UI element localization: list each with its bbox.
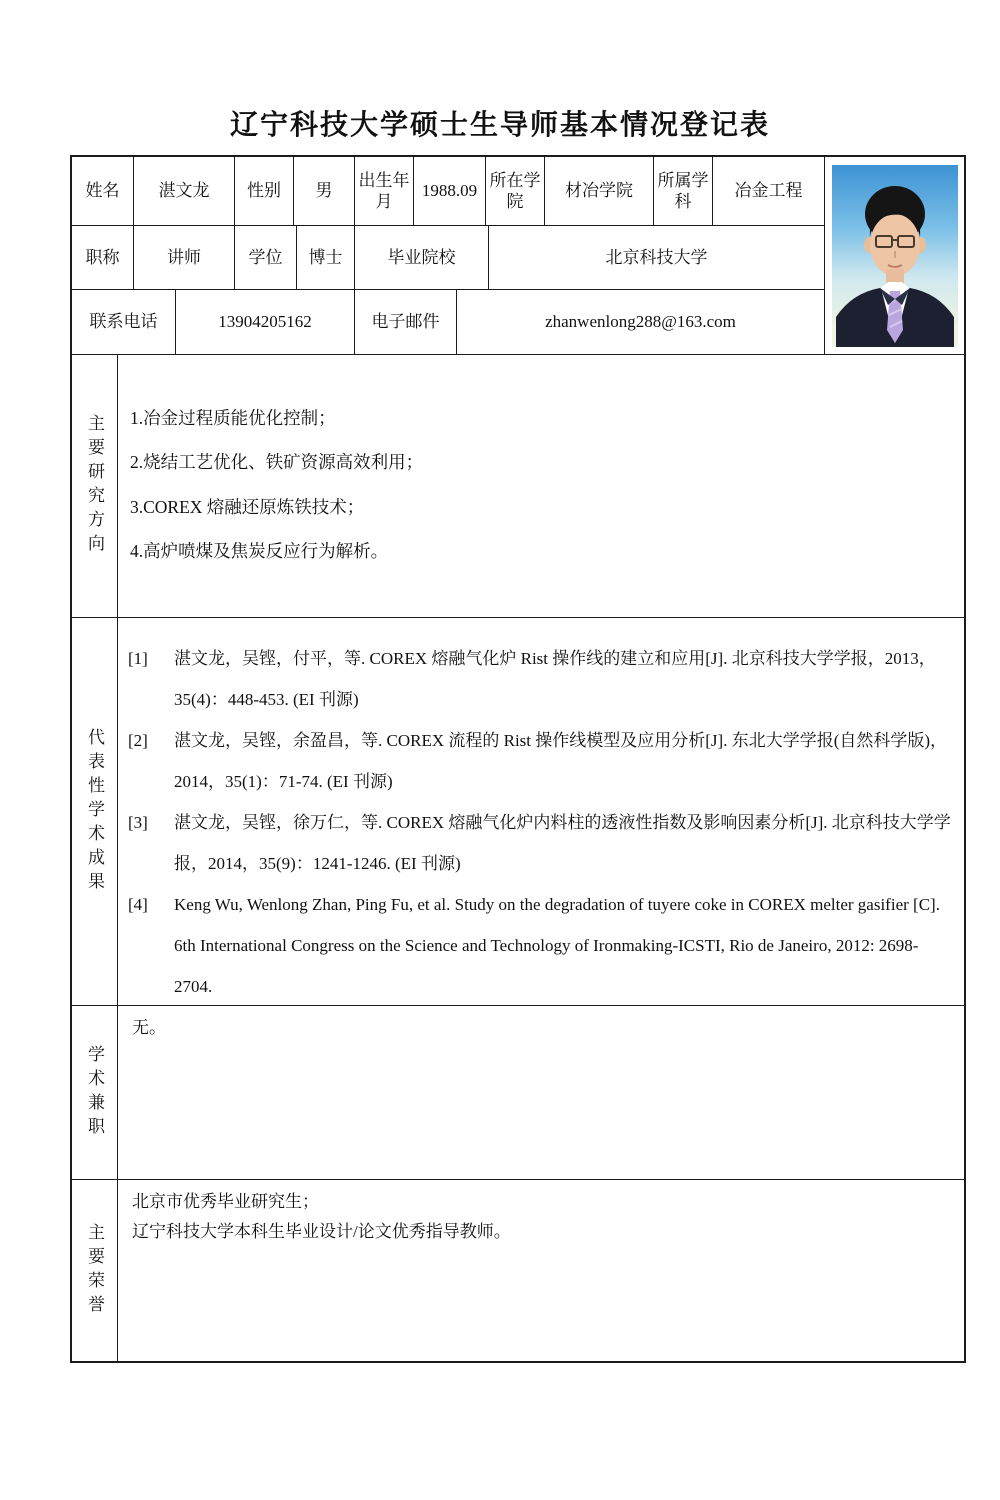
section-achievements — [72, 618, 964, 1006]
reference-text: 湛文龙，吴铿，徐万仁，等. COREX 熔融气化炉内料柱的透液性指数及影响因素分析[J]. 北京科技大学学报，2014，35(9)：1241-1246. (EI 刊源) — [174, 813, 951, 873]
section-honors — [72, 1180, 964, 1361]
section-label-text: 学术兼职 — [85, 1044, 104, 1141]
college-value: 材冶学院 — [545, 157, 654, 225]
section-honors-label — [72, 1180, 118, 1361]
name-value: 湛文龙 — [134, 157, 235, 225]
table-row — [72, 290, 824, 354]
portrait-photo — [832, 165, 958, 347]
reference-number: [4] — [128, 895, 148, 914]
achievements-content — [118, 618, 964, 1005]
jobtitle-label: 职称 — [72, 226, 134, 289]
section-label-text: 主要研究方向 — [85, 414, 104, 558]
reference-number: [3] — [128, 813, 148, 832]
reference-item — [128, 720, 952, 802]
section-label-text: 代表性学术成果 — [85, 727, 104, 896]
reference-text: 湛文龙，吴铿，余盈昌，等. COREX 流程的 Rist 操作线模型及应用分析[J]. 东北大学学报(自然科学版)，2014，35(1)：71-74. (EI 刊源) — [174, 731, 948, 791]
reference-number: [2] — [128, 731, 148, 750]
reference-item — [128, 884, 952, 1007]
section-parttime — [72, 1006, 964, 1180]
subject-label: 所属学科 — [654, 157, 713, 225]
phone-label: 联系电话 — [72, 290, 176, 354]
honor-item: 北京市优秀毕业研究生； — [132, 1192, 319, 1211]
reference-item — [128, 638, 952, 720]
jobtitle-value: 讲师 — [134, 226, 235, 289]
research-content — [118, 355, 964, 617]
email-label: 电子邮件 — [355, 290, 457, 354]
reference-text: Keng Wu, Wenlong Zhan, Ping Fu, et al. Study on the degradation of tuyere coke in COREX melter gasifier [C]. 6th International Congress on the Science and Technology of Ironmaking-ICSTI, Rio de Janeiro, 2012: 2698-2704. — [174, 895, 940, 996]
reference-item — [128, 802, 952, 884]
research-item: 3.COREX 熔融还原炼铁技术； — [130, 496, 365, 517]
school-label: 毕业院校 — [355, 226, 489, 289]
name-label: 姓名 — [72, 157, 134, 225]
page-title: 辽宁科技大学硕士生导师基本情况登记表 — [229, 110, 770, 141]
research-item: 4.高炉喷煤及焦炭反应行为解析。 — [130, 541, 389, 562]
supervisor-info-table — [70, 155, 966, 1363]
phone-value: 13904205162 — [176, 290, 355, 354]
basic-info-block — [72, 157, 964, 355]
subject-value: 冶金工程 — [734, 181, 803, 201]
honors-content — [118, 1180, 964, 1361]
school-value: 北京科技大学 — [605, 247, 708, 267]
gender-value: 男 — [294, 157, 355, 225]
section-research — [72, 355, 964, 618]
parttime-content: 无。 — [132, 1018, 166, 1037]
degree-label: 学位 — [235, 226, 297, 289]
reference-number: [1] — [128, 649, 148, 668]
honor-item: 辽宁科技大学本科生毕业设计/论文优秀指导教师。 — [132, 1222, 511, 1241]
degree-value: 博士 — [297, 226, 355, 289]
research-item: 2.烧结工艺优化、铁矿资源高效利用； — [130, 452, 424, 473]
gender-label: 性别 — [235, 157, 294, 225]
birth-value: 1988.09 — [414, 157, 486, 225]
photo-cell — [824, 157, 964, 354]
college-label: 所在学院 — [486, 157, 545, 225]
reference-text: 湛文龙，吴铿，付平，等. COREX 熔融气化炉 Rist 操作线的建立和应用[J]. 北京科技大学学报，2013，35(4)：448-453. (EI 刊源) — [174, 649, 936, 709]
research-item: 1.冶金过程质能优化控制； — [130, 408, 336, 428]
email-value: zhanwenlong288@163.com — [545, 312, 736, 332]
birth-label: 出生年月 — [355, 157, 414, 225]
table-row — [72, 226, 824, 290]
table-row — [72, 157, 824, 226]
section-label-text: 主要荣誉 — [85, 1222, 104, 1319]
section-parttime-label — [72, 1006, 118, 1179]
section-achievements-label — [72, 618, 118, 1005]
basic-info-rows — [72, 157, 824, 354]
section-research-label — [72, 355, 118, 617]
